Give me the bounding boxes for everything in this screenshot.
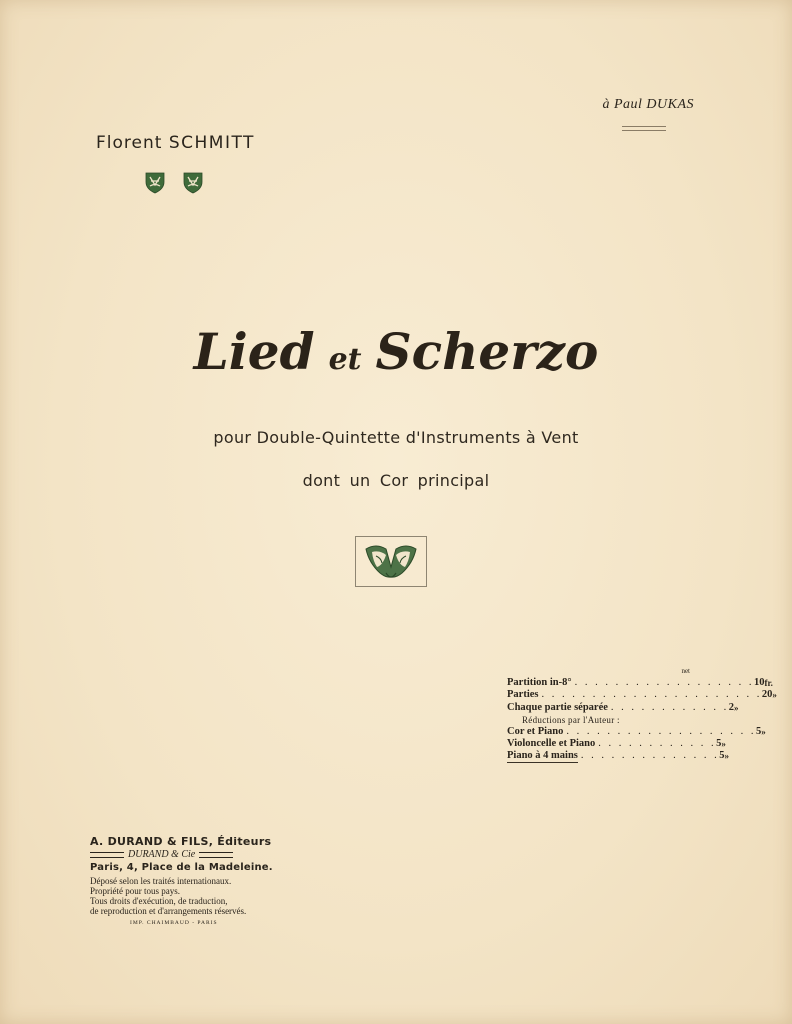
legal-line: Déposé selon les traités internationaux. [90, 876, 232, 886]
title-part-1: Lied [193, 322, 315, 381]
publisher-name: A. DURAND & FILS, Éditeurs [90, 835, 272, 848]
legal-line: Propriété pour tous pays. [90, 886, 180, 896]
publisher-successor-line [90, 849, 273, 860]
leader-dots: . . . . . . . . . . . . . . . . . . . [566, 725, 757, 737]
instrumentation-line-2: dont un Cor principal [302, 471, 490, 490]
leader-dots: . . . . . . . . . . . . . . . . . . . . . . [541, 689, 762, 701]
price-label: Parties [507, 689, 539, 701]
ornamental-dash [199, 852, 233, 858]
price-value: 5 [716, 738, 722, 750]
price-unit: » [772, 690, 777, 701]
leader-dots: . . . . . . . . . . . . . . . . . . [574, 677, 754, 688]
reductions-heading: Réductions par l'Auteur : [522, 714, 620, 725]
legal-line: Tous droits d'exécution, de traduction, [90, 896, 228, 906]
dedication-rule [622, 126, 666, 131]
price-unit: fr. [764, 678, 773, 688]
price-row [507, 750, 730, 762]
leader-dots: . . . . . . . . . . . . [610, 701, 729, 713]
publisher-emblems [145, 172, 203, 194]
instrumentation-line-1: pour Double-Quintette d'Instruments à Vent [213, 428, 579, 447]
price-row [507, 725, 766, 738]
composer-last-name: SCHMITT [168, 133, 255, 153]
legal-line: de reproduction et d'arrangements réservés. [90, 906, 247, 916]
price-label: Cor et Piano [507, 725, 564, 737]
publisher-successor: DURAND & Cie [128, 849, 196, 860]
ornamental-dash [90, 852, 124, 858]
price-list [507, 666, 777, 763]
price-label: Violoncelle et Piano [507, 738, 596, 750]
price-unit: » [734, 702, 739, 713]
publisher-address: Paris, 4, Place de la Madeleine. [90, 862, 273, 873]
price-value: 20 [761, 689, 773, 701]
price-label: Partition in-8° [507, 677, 572, 688]
price-row [507, 677, 773, 689]
title-part-2: Scherzo [375, 322, 599, 381]
dedication: à Paul DUKAS [602, 97, 694, 112]
price-unit: » [724, 751, 730, 762]
price-value: 10 [753, 677, 765, 688]
leader-dots: . . . . . . . . . . . . . . [580, 750, 720, 762]
price-label: Chaque partie séparée [507, 701, 608, 713]
price-value: 5 [719, 750, 725, 762]
title-connector: et [328, 342, 362, 377]
printer-credit: IMP. CHAIMBAUD - PARIS [130, 920, 218, 926]
leader-dots: . . . . . . . . . . . . [598, 738, 717, 750]
composer-name [96, 133, 255, 153]
legal-notice [90, 876, 273, 916]
ornament-icon [356, 537, 426, 586]
price-value: 2 [728, 701, 735, 713]
price-unit: » [721, 739, 726, 750]
price-row [507, 738, 726, 750]
durand-shield-icon [145, 172, 165, 194]
durand-shield-icon [183, 172, 203, 194]
composer-first-name: Florent [96, 133, 163, 153]
publisher-imprint [90, 835, 273, 926]
price-row [507, 701, 739, 714]
price-label: Piano à 4 mains [507, 750, 578, 762]
work-title [0, 322, 792, 381]
price-row [507, 689, 777, 701]
price-value: 5 [756, 725, 762, 737]
price-unit: » [761, 726, 766, 737]
net-label: net [681, 667, 690, 675]
art-nouveau-ornament [355, 536, 427, 587]
